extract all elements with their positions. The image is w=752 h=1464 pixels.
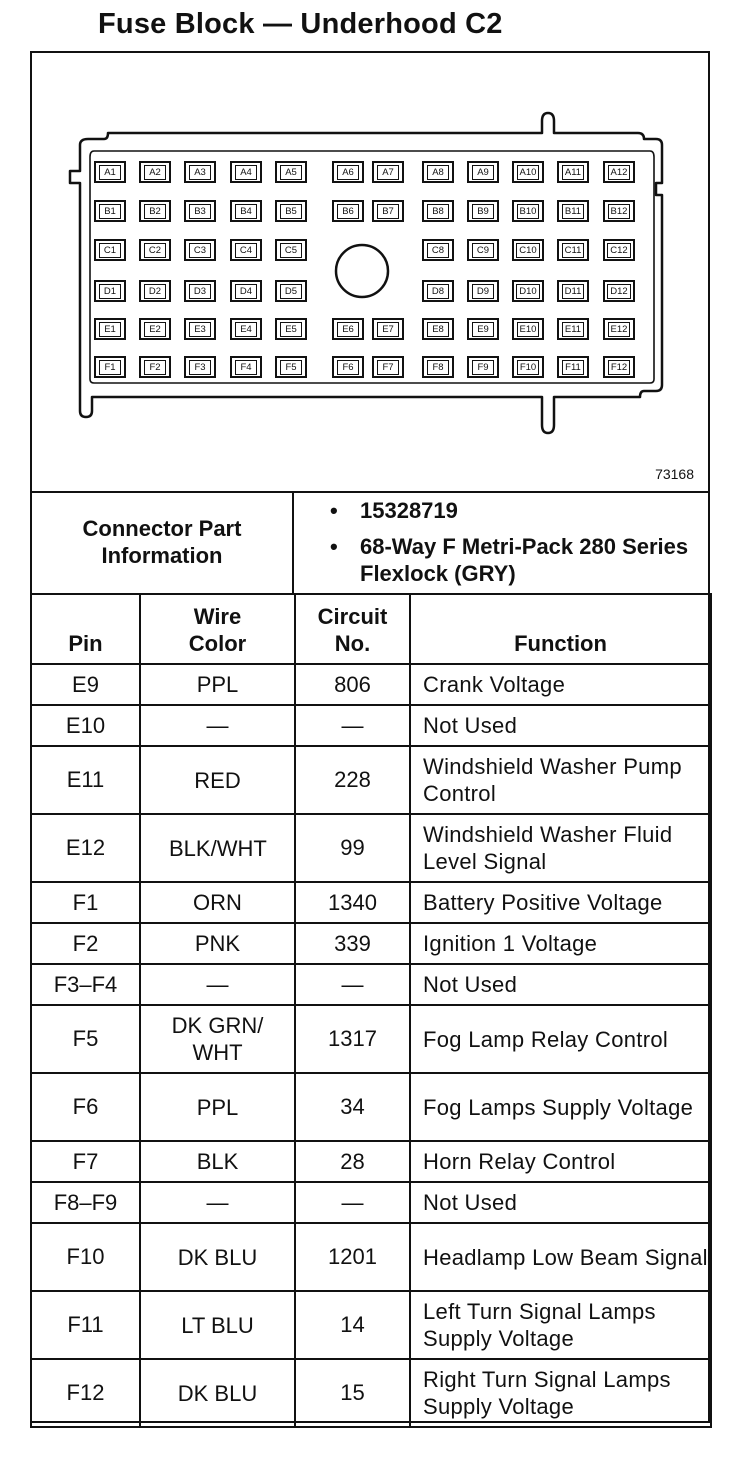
cell-circuit: 1317 [295,1005,410,1073]
connector-info [32,491,708,595]
cell-pin: F3–F4 [31,964,140,1005]
table-row [31,1291,711,1359]
cell-circuit: — [295,705,410,746]
pin-cavity [372,200,404,222]
pin-label: B2 [144,204,166,219]
pin-label: A9 [472,165,494,180]
cell-wire-color: BLK/WHT [140,814,295,882]
part-number-item [330,497,690,524]
cell-wire-color: DK BLU [140,1223,295,1291]
pin-label: B5 [280,204,302,219]
pin-label: E11 [562,322,584,337]
pin-cavity [512,280,544,302]
cell-pin: F7 [31,1141,140,1182]
pin-cavity [467,200,499,222]
cell-pin: F6 [31,1073,140,1141]
pin-label: C1 [99,243,121,258]
figure-reference: 73168 [655,466,694,482]
cell-circuit: 806 [295,664,410,705]
pin-label: B11 [562,204,584,219]
pin-cavity [139,280,171,302]
pin-cavity [557,161,589,183]
pin-cavity [139,200,171,222]
pin-label: A6 [337,165,359,180]
pin-cavity [94,239,126,261]
cell-wire-color: PNK [140,923,295,964]
pin-cavity [557,200,589,222]
pin-label: E10 [517,322,540,337]
bullet-icon: • [330,498,338,523]
pin-label: C4 [235,243,257,258]
pin-label: F5 [280,360,302,375]
table-row [31,1073,711,1141]
connector-card [30,51,710,1423]
cell-pin: F10 [31,1223,140,1291]
pin-label: F2 [144,360,166,375]
pin-label: C12 [607,243,630,258]
part-number: 15328719 [360,498,458,523]
cell-circuit: 1340 [295,882,410,923]
cell-wire-color: — [140,964,295,1005]
cell-function: Battery Positive Voltage [410,882,711,923]
cell-circuit: 99 [295,814,410,882]
pin-label: F4 [235,360,257,375]
cell-function: Windshield Washer Pump Control [410,746,711,814]
pin-label: D5 [280,284,302,299]
pin-cavity [603,318,635,340]
page-title: Fuse Block — Underhood C2 [98,8,503,40]
pin-cavity [275,356,307,378]
pin-label: E1 [99,322,121,337]
bullet-icon: • [330,534,338,559]
header-circuit: Circuit No. [295,594,410,664]
pin-label: E5 [280,322,302,337]
pin-label: B8 [427,204,449,219]
connector-description: 68-Way F Metri-Pack 280 Series Flexlock (GRY) [360,534,689,586]
pin-cavity [372,161,404,183]
cell-circuit: — [295,964,410,1005]
pin-cavity [230,200,262,222]
pin-cavity [557,318,589,340]
cell-circuit: 15 [295,1359,410,1427]
pin-cavity [467,318,499,340]
cell-pin: F2 [31,923,140,964]
pin-cavity [230,239,262,261]
pin-label: E9 [472,322,494,337]
cell-pin: F12 [31,1359,140,1427]
pin-cavity [372,356,404,378]
pin-cavity [184,239,216,261]
pin-label: A5 [280,165,302,180]
cell-function: Not Used [410,1182,711,1223]
pin-cavity [557,239,589,261]
pin-label: B3 [189,204,211,219]
pin-cavity [603,280,635,302]
pin-cavity [422,161,454,183]
pin-label: F9 [472,360,494,375]
cell-pin: F1 [31,882,140,923]
pin-cavity [332,200,364,222]
pin-cavity [139,318,171,340]
table-row [31,1141,711,1182]
pin-label: A1 [99,165,121,180]
pin-cavity [467,161,499,183]
pin-cavity [467,356,499,378]
pin-cavity [557,356,589,378]
pin-cavity [422,280,454,302]
cell-wire-color: — [140,1182,295,1223]
pin-cavity [603,200,635,222]
pin-label: C3 [189,243,211,258]
pin-label: C11 [562,243,585,258]
connector-info-label: Connector Part Information [32,491,294,593]
pin-cavity [184,200,216,222]
cell-function: Crank Voltage [410,664,711,705]
cell-function: Right Turn Signal Lamps Supply Voltage [410,1359,711,1427]
table-row [31,882,711,923]
pin-label: A7 [377,165,399,180]
connector-info-details [330,497,690,596]
pin-label: E6 [337,322,359,337]
pin-label: B12 [608,204,631,219]
table-row [31,814,711,882]
cell-function: Horn Relay Control [410,1141,711,1182]
connector-diagram [32,53,708,493]
pin-label: F10 [517,360,539,375]
pin-cavity [184,280,216,302]
cell-circuit: 1201 [295,1223,410,1291]
pin-cavity [422,318,454,340]
cell-circuit: 228 [295,746,410,814]
pin-cavity [512,318,544,340]
pin-label: F7 [377,360,399,375]
pin-label: F12 [608,360,630,375]
pin-label: C2 [144,243,166,258]
cell-pin: E12 [31,814,140,882]
table-row [31,664,711,705]
pin-cavity [184,161,216,183]
pin-table [30,593,712,1428]
cell-wire-color: ORN [140,882,295,923]
pin-cavity [230,161,262,183]
pin-label: D9 [472,284,494,299]
pin-cavity [557,280,589,302]
pin-cavity [422,200,454,222]
pin-label: D10 [516,284,539,299]
cell-wire-color: PPL [140,1073,295,1141]
cell-pin: E11 [31,746,140,814]
pin-cavity [230,318,262,340]
pin-label: A11 [562,165,584,180]
pin-label: F1 [99,360,121,375]
table-row [31,746,711,814]
pin-cavity [94,280,126,302]
pin-label: C5 [280,243,302,258]
table-row [31,923,711,964]
pin-cavity [422,239,454,261]
pin-cavity [275,280,307,302]
pin-label: B10 [517,204,540,219]
cell-circuit: — [295,1182,410,1223]
pin-label: A8 [427,165,449,180]
header-wire-color: Wire Color [140,594,295,664]
cell-function: Not Used [410,964,711,1005]
description-item [330,533,690,587]
pin-label: D12 [607,284,630,299]
cell-pin: E10 [31,705,140,746]
cell-pin: F8–F9 [31,1182,140,1223]
header-pin: Pin [31,594,140,664]
pin-label: E8 [427,322,449,337]
pin-cavity [94,356,126,378]
pin-cavity [94,161,126,183]
pin-label: F3 [189,360,211,375]
cell-circuit: 14 [295,1291,410,1359]
cell-wire-color: LT BLU [140,1291,295,1359]
table-row [31,1359,711,1427]
pin-label: C8 [427,243,449,258]
cell-wire-color: PPL [140,664,295,705]
cell-circuit: 28 [295,1141,410,1182]
pin-cavity [230,356,262,378]
table-row [31,1005,711,1073]
pin-cavity [332,161,364,183]
header-function: Function [410,594,711,664]
pin-cavity [332,318,364,340]
cell-pin: E9 [31,664,140,705]
pin-label: A4 [235,165,257,180]
pin-cavity [603,239,635,261]
pin-label: B4 [235,204,257,219]
pin-label: E4 [235,322,257,337]
pin-label: D1 [99,284,121,299]
cell-pin: F11 [31,1291,140,1359]
pin-label: B6 [337,204,359,219]
cell-function: Not Used [410,705,711,746]
pin-label: F11 [562,360,584,375]
pin-label: E7 [377,322,399,337]
pin-label: D4 [235,284,257,299]
pin-cavity [139,239,171,261]
connector-outline-icon [32,53,708,489]
pin-cavity [184,318,216,340]
cell-function: Left Turn Signal Lamps Supply Voltage [410,1291,711,1359]
pin-label: B9 [472,204,494,219]
pin-label: A2 [144,165,166,180]
pin-cavity [372,318,404,340]
pin-label: D2 [144,284,166,299]
pin-cavity [139,161,171,183]
table-row [31,964,711,1005]
cell-circuit: 34 [295,1073,410,1141]
pin-cavity [512,161,544,183]
pin-cavity [275,200,307,222]
pin-label: A12 [608,165,631,180]
table-header-row [31,594,711,664]
pin-cavity [94,200,126,222]
cell-wire-color: DK GRN/ WHT [140,1005,295,1073]
pin-cavity [603,161,635,183]
pin-cavity [512,356,544,378]
pin-cavity [230,280,262,302]
cell-function: Fog Lamp Relay Control [410,1005,711,1073]
pin-label: D11 [562,284,585,299]
pin-cavity [139,356,171,378]
pin-cavity [184,356,216,378]
pin-cavity [275,239,307,261]
cell-wire-color: DK BLU [140,1359,295,1427]
pin-cavity [275,318,307,340]
cell-pin: F5 [31,1005,140,1073]
pin-label: E2 [144,322,166,337]
table-row [31,705,711,746]
pin-label: C10 [516,243,539,258]
pin-label: E12 [608,322,631,337]
pin-label: B1 [99,204,121,219]
pin-label: D8 [427,284,449,299]
cell-function: Fog Lamps Supply Voltage [410,1073,711,1141]
pin-label: E3 [189,322,211,337]
cell-wire-color: RED [140,746,295,814]
pin-label: F8 [427,360,449,375]
pin-label: F6 [337,360,359,375]
pin-cavity [467,280,499,302]
pin-cavity [467,239,499,261]
cell-function: Headlamp Low Beam Signal [410,1223,711,1291]
pin-label: A3 [189,165,211,180]
cell-wire-color: BLK [140,1141,295,1182]
pin-label: B7 [377,204,399,219]
pin-cavity [422,356,454,378]
pin-cavity [512,200,544,222]
pin-cavity [603,356,635,378]
pin-label: A10 [517,165,540,180]
cell-function: Ignition 1 Voltage [410,923,711,964]
pin-label: D3 [189,284,211,299]
pin-cavity [512,239,544,261]
pin-cavity [94,318,126,340]
table-row [31,1223,711,1291]
cell-wire-color: — [140,705,295,746]
cell-function: Windshield Washer Fluid Level Signal [410,814,711,882]
cell-circuit: 339 [295,923,410,964]
pin-label: C9 [472,243,494,258]
pin-cavity [332,356,364,378]
table-row [31,1182,711,1223]
pin-cavity [275,161,307,183]
